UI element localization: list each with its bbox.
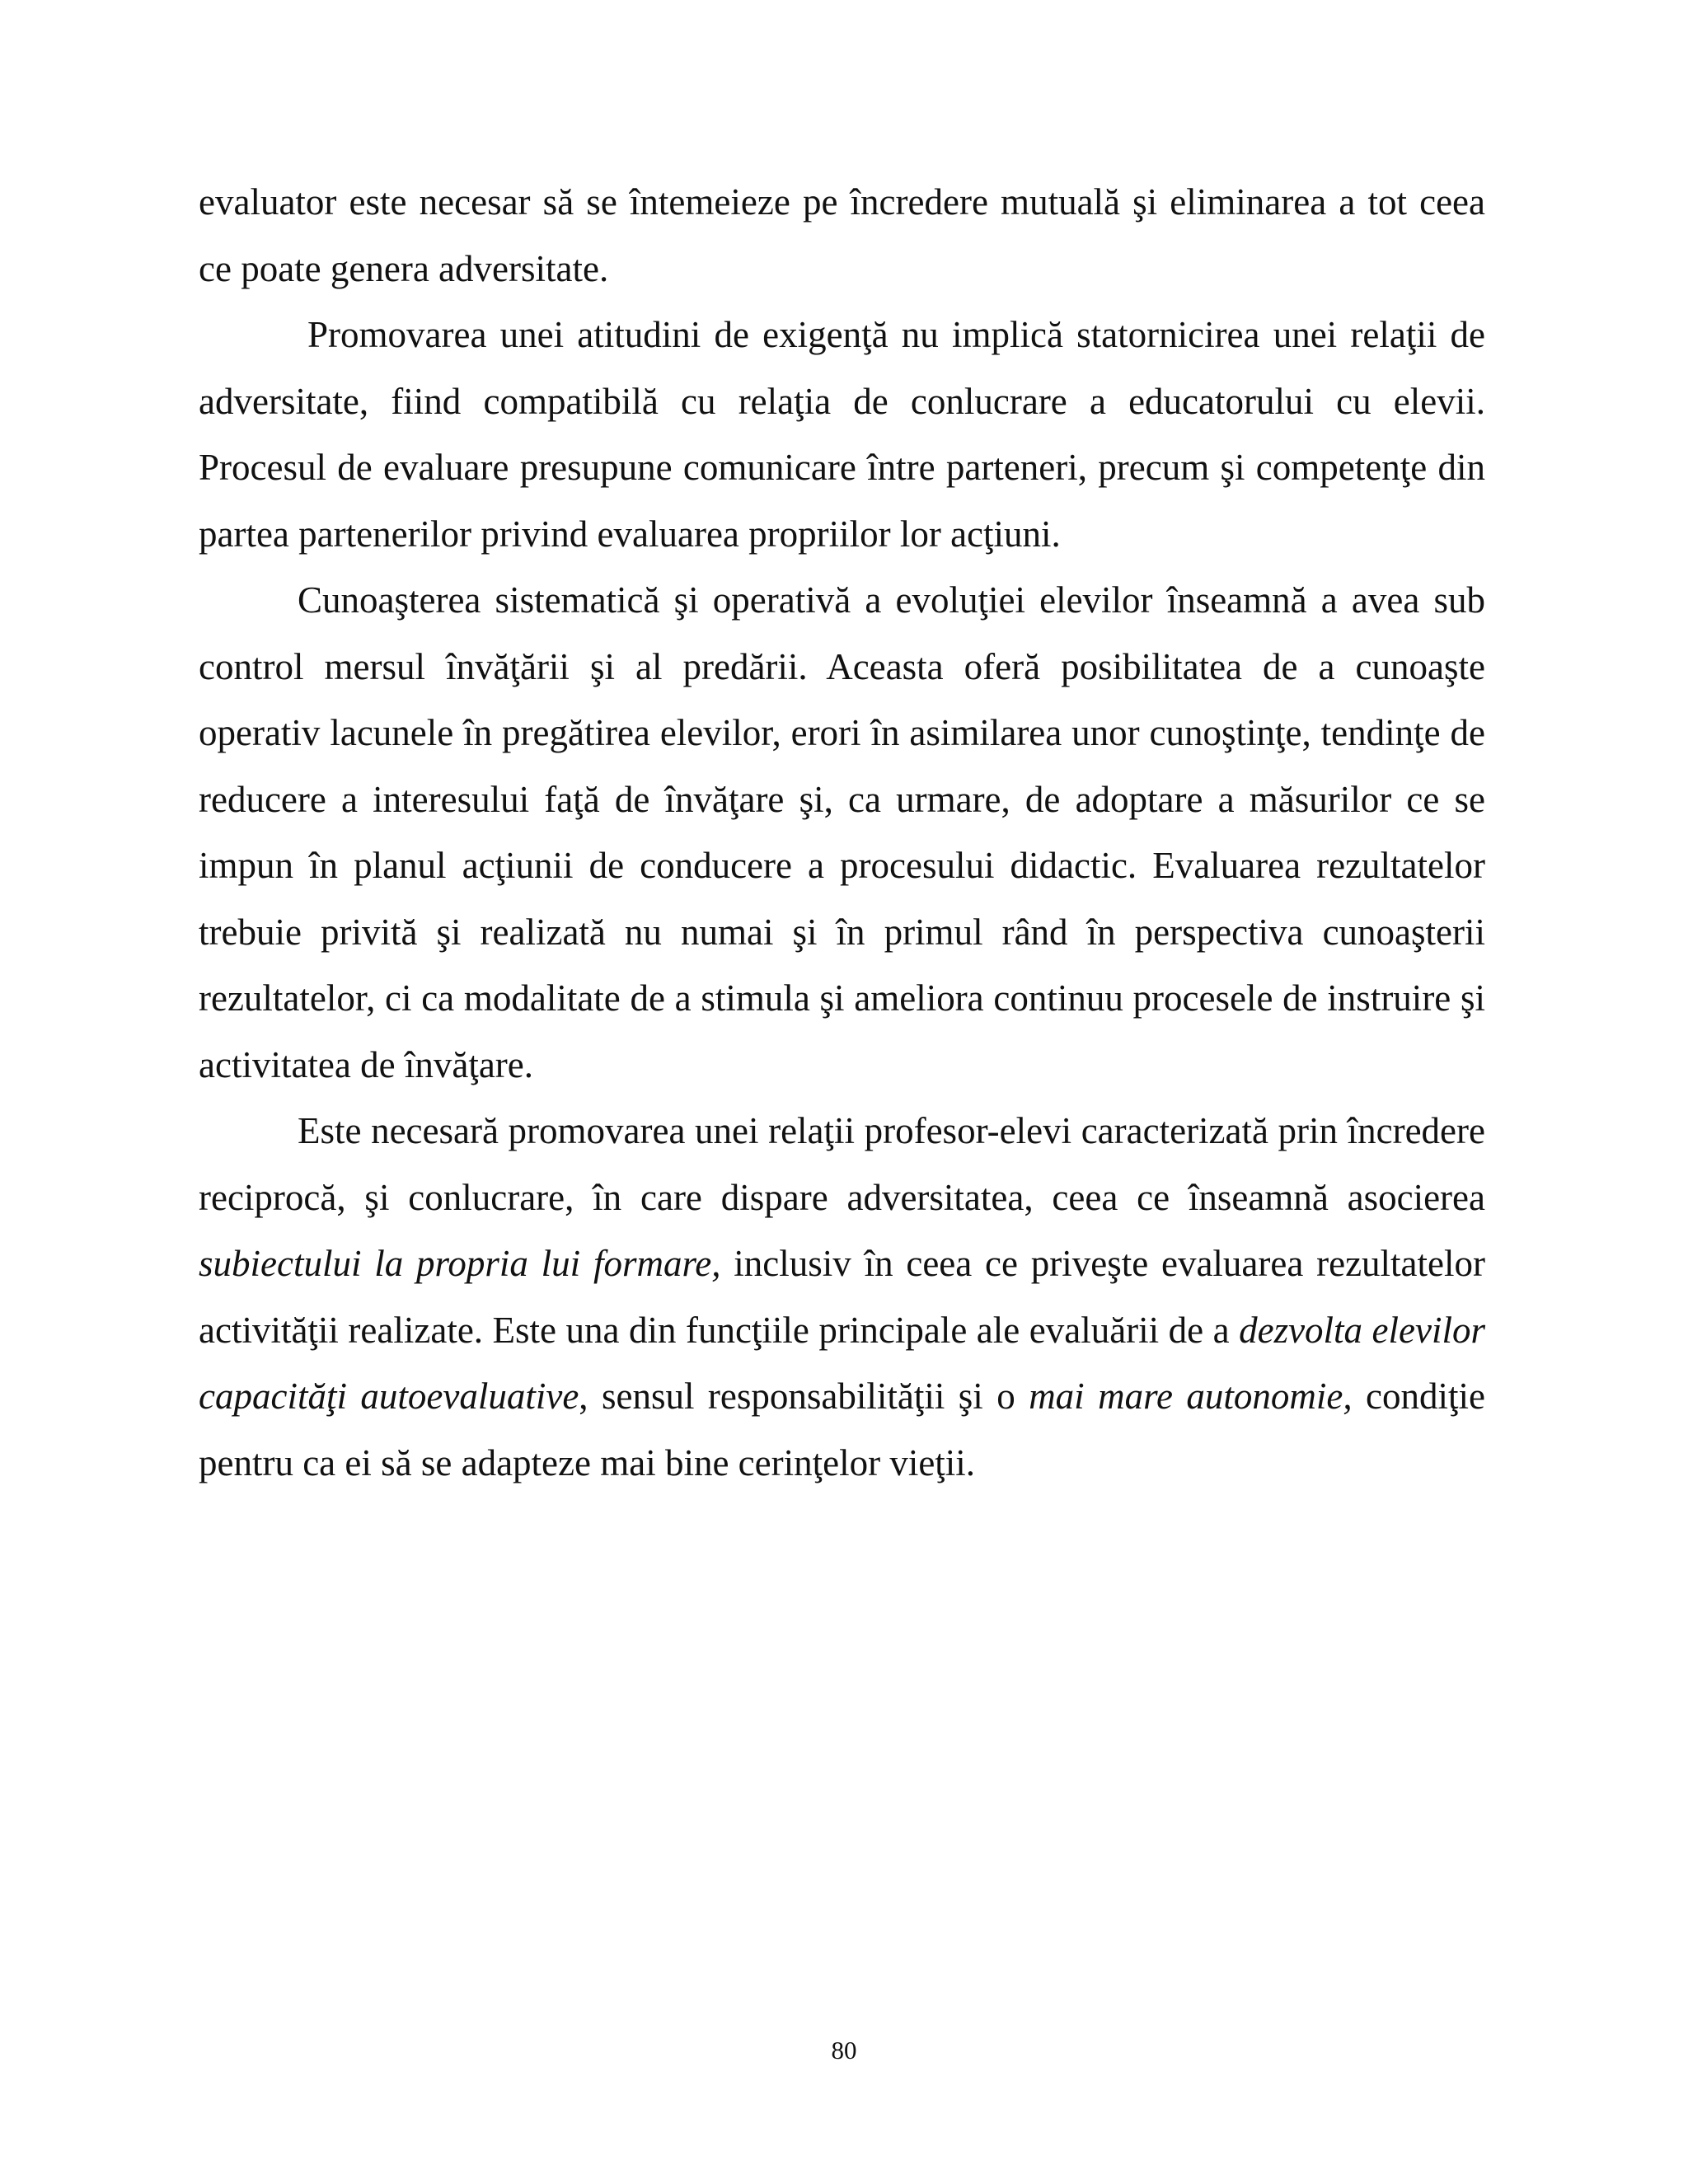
paragraph-4-text-b: inclusiv în ceea ce priveşte evaluarea rezultatelor activităţii realizate. Este una din funcţiile principale ale evaluării de a (199, 1243, 1485, 1351)
paragraph-4-emphasis-a: subiectului la propria lui formare, (199, 1243, 721, 1284)
paragraph-3 (199, 567, 1485, 1098)
paragraph-1 (199, 169, 1485, 302)
body-text (199, 169, 1485, 1496)
paragraph-2 (199, 302, 1485, 567)
paragraph-4-text-c: , sensul responsabilităţii şi o (579, 1376, 1029, 1417)
paragraph-4-emphasis-c: mai mare autonomie, (1029, 1376, 1353, 1417)
paragraph-4-text-d: condiţie pentru ca ei să se adapteze mai bine cerinţelor vieţii. (199, 1376, 1485, 1483)
page-number: 80 (831, 2036, 857, 2064)
paragraph-4-text-a: Este necesară promovarea unei relaţii profesor-elevi caracterizată prin încredere reciprocă, şi conlucrare, în care dispare adversitatea, ceea ce înseamnă asocierea (199, 1110, 1485, 1218)
paragraph-3-text: Cunoaşterea sistematică şi operativă a evoluţiei elevilor înseamnă a avea sub control mersul învăţării şi al predării. Aceasta oferă posibilitatea de a cunoaşte operativ lacunele în pregătirea elevilor, erori în asimilarea unor cunoştinţe, tendinţe de reducere a interesului faţă de învăţare şi, ca urmare, de adoptare a măsurilor ce se impun în planul acţiunii de conducere a procesului didactic. Evaluarea rezultatelor trebuie privită şi realizată nu numai şi în primul rând în perspectiva cunoaşterii rezultatelor, ci ca modalitate de a stimula şi ameliora continuu procesele de instruire şi activitatea de învăţare. (199, 579, 1485, 1085)
paragraph-4 (199, 1098, 1485, 1496)
paragraph-1-text: evaluator este necesar să se întemeieze pe încredere mutuală şi eliminarea a tot ceea ce poate genera adversitate. (199, 181, 1485, 289)
paragraph-2-text: Promovarea unei atitudini de exigenţă nu implică statornicirea unei relaţii de adversitate, fiind compatibilă cu relaţia de conlucrare a educatorului cu elevii. Procesul de evaluare presupune comunicare între parteneri, precum şi competenţe din partea partenerilor privind evaluarea propriilor lor acţiuni. (199, 314, 1485, 555)
paragraph-4-emphasis-b: dezvolta elevilor capacităţi autoevaluative (199, 1309, 1485, 1417)
